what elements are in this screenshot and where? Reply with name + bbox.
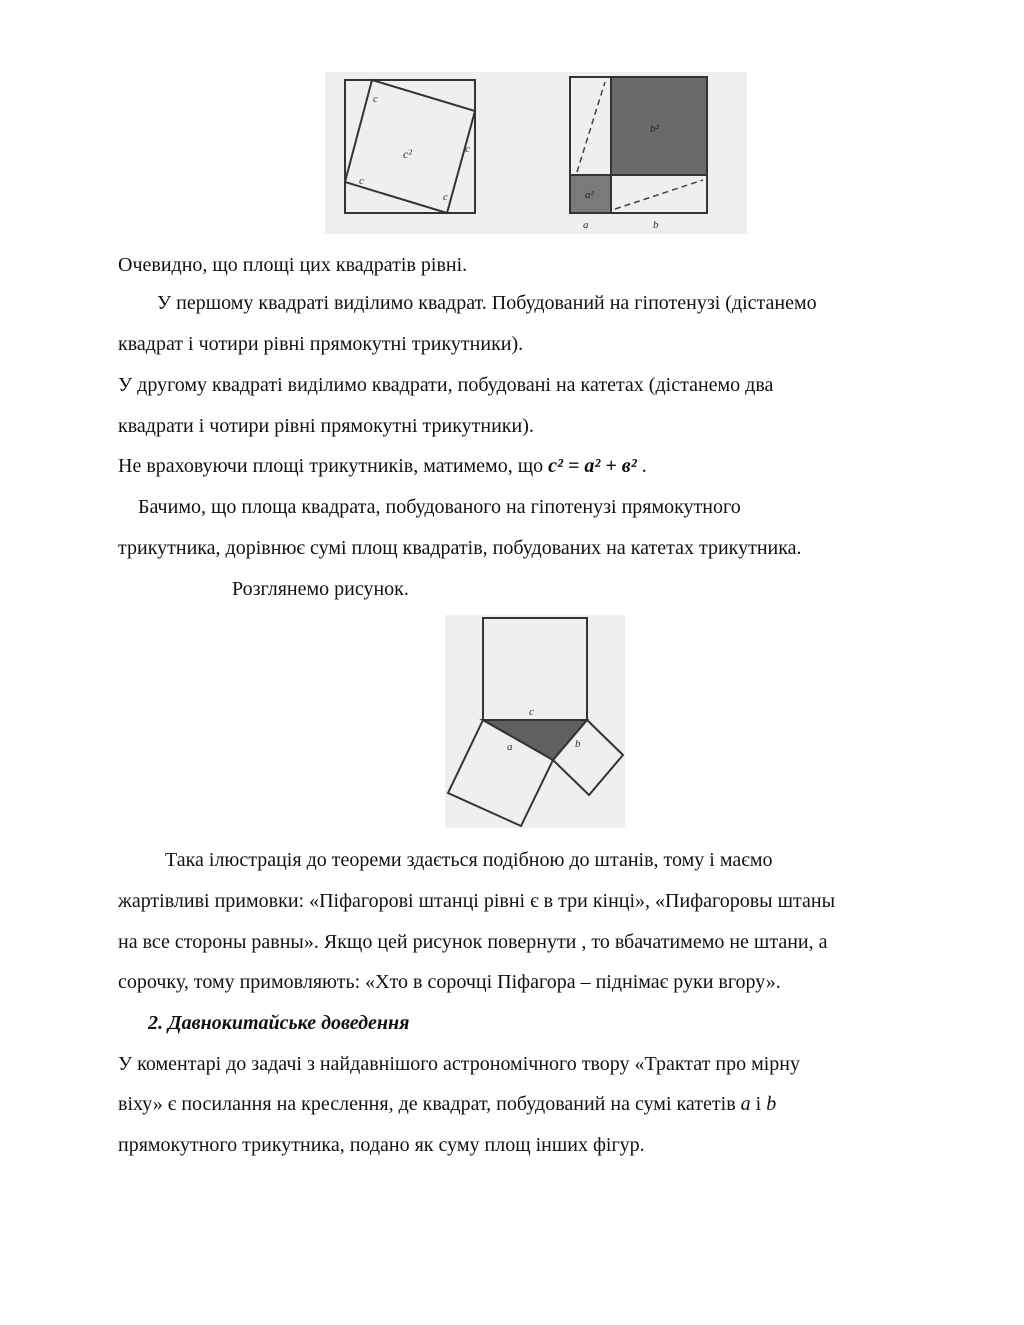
label-a-squared: a² — [585, 189, 594, 201]
label-c: c — [529, 706, 534, 718]
paragraph-8-line-3: прямокутного трикутника, подано як суму площ інших фігур. — [118, 1134, 645, 1156]
paragraph-7-line-4: сорочку, тому примовляють: «Хто в сорочці Піфагора – піднімає руки вгору». — [118, 971, 781, 993]
label-c-top: c — [373, 93, 378, 105]
label-c-bottom: c — [443, 191, 448, 203]
label-b-axis: b — [653, 219, 659, 231]
paragraph-4-prefix: Не враховуючи площі трикутників, матимемо, що — [118, 455, 549, 477]
label-a-axis: a — [583, 219, 589, 231]
paragraph-7-line-3: на все стороны равны». Якщо цей рисунок повернути , то вбачатимемо не штани, а — [118, 931, 828, 953]
paragraph-4-suffix: . — [636, 455, 647, 477]
figure-rearrangement-proof — [325, 72, 747, 234]
figure-rearrangement-svg — [325, 72, 747, 234]
right-triangle — [483, 720, 587, 760]
square-on-hypotenuse — [483, 618, 587, 720]
variable-a: a — [740, 1093, 751, 1115]
paragraph-8-line-2-mid: і — [750, 1093, 767, 1115]
square-b-squared — [611, 77, 707, 175]
label-b-squared: b² — [650, 123, 659, 135]
paragraph-2-line-1: У першому квадраті виділимо квадрат. Побудований на гіпотенузі (дістанемо — [157, 292, 817, 314]
paragraph-6: Розглянемо рисунок. — [232, 578, 409, 600]
diagonal-dashed-2 — [615, 180, 703, 209]
paragraph-7-line-2: жартівливі примовки: «Піфагорові штанці рівні є в три кінці», «Пифагоровы штаны — [118, 890, 836, 912]
paragraph-4 — [118, 452, 1024, 480]
paragraph-8-line-1: У коментарі до задачі з найдавнішого астрономічного твору «Трактат про мірну — [118, 1053, 801, 1075]
label-c-left: c — [359, 175, 364, 187]
label-c-right: c — [465, 143, 470, 155]
label-c-squared: c² — [403, 147, 412, 161]
variable-b: b — [766, 1093, 777, 1115]
paragraph-3-line-2: квадрати і чотири рівні прямокутні трикутники). — [118, 415, 534, 437]
figure-pythagorean-pants — [445, 615, 625, 828]
section-heading: 2. Давнокитайське доведення — [148, 1012, 410, 1034]
pythagorean-formula: c² = a² + в² — [548, 455, 637, 477]
figure-pants-svg — [445, 615, 625, 828]
label-a: a — [507, 741, 513, 753]
paragraph-2-line-2: квадрат і чотири рівні прямокутні трикутники). — [118, 333, 524, 355]
paragraph-5-line-2: трикутника, дорівнює сумі площ квадратів, побудованих на катетах трикутника. — [118, 537, 802, 559]
paragraph-7-line-1: Така ілюстрація до теореми здається подібною до штанів, тому і маємо — [165, 849, 773, 871]
paragraph-8-line-2 — [118, 1090, 1024, 1118]
paragraph-1: Очевидно, що площі цих квадратів рівні. — [118, 254, 468, 276]
diagonal-dashed-1 — [577, 82, 605, 172]
paragraph-5-line-1: Бачимо, що площа квадрата, побудованого на гіпотенузі прямокутного — [138, 496, 741, 518]
paragraph-3-line-1: У другому квадраті виділимо квадрати, побудовані на катетах (дістанемо два — [118, 374, 774, 396]
label-b: b — [575, 738, 581, 750]
paragraph-8-line-2-prefix: віху» є посилання на креслення, де квадрат, побудований на сумі катетів — [118, 1093, 741, 1115]
